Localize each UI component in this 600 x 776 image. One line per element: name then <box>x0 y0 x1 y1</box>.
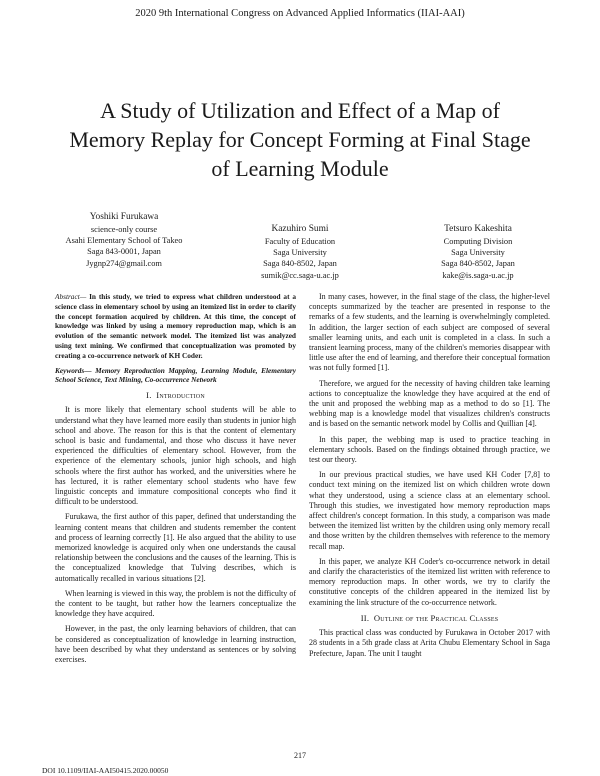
paragraph: When learning is viewed in this way, the problem is not the difficulty of the content to be taught, but rather how the learners conceptualize the knowledge they have acquired. <box>55 588 296 619</box>
paragraph: This practical class was conducted by Furukawa in October 2017 with 28 students in a 5th grade class at Arita Chubu Elementary School in Saga Prefecture, Japan. The unit I taught <box>309 628 550 658</box>
author-affiliation-line: Faculty of Education <box>264 237 336 246</box>
left-column <box>55 292 296 670</box>
doi: DOI 10.1109/IIAI-AAI50415.2020.00050 <box>42 766 169 775</box>
keywords-text: Memory Reproduction Mapping, Learning Module, Elementary School Science, Text Mining, Co-occurrence Network <box>55 365 296 385</box>
author-email: Jygnp274@gmail.com <box>86 258 162 268</box>
keywords: Keywords— Memory Reproduction Mapping, Learning Module, Elementary School Science, Text Mining, Co-occurrence Network <box>55 365 296 385</box>
paragraph: It is more likely that elementary school students will be able to understand what they have learned more easily than students in junior high school and above. The reason for this is that the content of elementary school is basic and fundamental, and those who discuss it have never experienced the difficulties of elementary school. However, from the experience of the elementary schools, junior high schools, and high schools where the first author has worked, and the universities where he has lectured, it is rather elementary school students who have few linguistic concepts and immature compositional concepts who find it difficult to be understood. <box>55 405 296 507</box>
page-number: 217 <box>294 751 306 760</box>
author-affiliation-line: Saga University <box>273 248 327 258</box>
author-block-1 <box>44 211 204 269</box>
paragraph: However, in the past, the only learning behaviors of children, that can be considered as conceptualization of knowledge in learning instruction, have been described by what they understand as sentences or by solving exercises. <box>55 624 296 665</box>
author-affiliation-line: Saga 840-8502, Japan <box>263 259 337 269</box>
section-heading-introduction: I. Introduction <box>146 390 205 401</box>
abstract: Abstract— In this study, we tried to express what children understood at a science class in elementary school by using an itemized list in order to clarify the concept formation acquired by children. At this time, the concept of knowledge was linked by using a memory reproduction map, which is an evolution of the semantic network model. The itemized list was analyzed using text mining. We confirmed that conceptualization was promoted by creating a co-occurrence network of KH Coder. <box>55 292 296 360</box>
author-affiliation-line: Saga 843-0001, Japan <box>87 247 161 257</box>
keywords-label: Keywords <box>55 365 85 375</box>
author-affiliation-line: Saga 840-8502, Japan <box>441 259 515 269</box>
author-name: Kazuhiro Sumi <box>271 224 329 234</box>
paragraph: In this paper, the webbing map is used to practice teaching in elementary schools. Based on the findings obtained through practice, we test our theory. <box>309 434 550 465</box>
author-affiliation-line: science-only course <box>90 225 158 234</box>
author-email: sumik@cc.saga-u.ac.jp <box>261 270 339 280</box>
paragraph: Therefore, we argued for the necessity of having children take learning actions to conceptualize the knowledge they have acquired at the end of the unit and proposed the webbing map as a method to do so [1]. The webbing map is a knowledge model that visualizes children's constructs and is based on the semantic network model by Collis and Quillian [4]. <box>309 378 550 429</box>
paragraph: In many cases, however, in the final stage of the class, the higher-level concepts summarized by the teacher are presented in response to the remarks of a few students, and the learning is overwhelmingly completed. In addition, the larger section of each subject are composed of several smaller learning units, and each unit is completed in a class. In such a transient learning process, many of the children's memories disappear with little use after the end of learning, and therefore their conceptual formation was not fully formed [1]. <box>309 292 550 373</box>
abstract-text: In this study, we tried to express what children understood at a science class in elementary school by using an itemized list in order to clarify the concept formation acquired by children. At this time, the concept of knowledge was linked by using a memory reproduction map, which is an evolution of the semantic network model. The itemized list was analyzed using text mining. We confirmed that conceptualization was promoted by creating a co-occurrence network of KH Coder. <box>55 292 296 360</box>
author-block-2 <box>220 223 380 281</box>
right-column <box>309 292 550 664</box>
author-affiliation-line: Saga University <box>451 248 505 258</box>
section-heading-outline: II. Outline of the Practical Classes <box>360 612 499 623</box>
conference-header: 2020 9th International Congress on Advanced Applied Informatics (IIAI-AAI) <box>135 8 465 19</box>
paragraph: In our previous practical studies, we have used KH Coder [7,8] to conduct text mining on the itemized list on which children wrote down what they understood, using a science class at an elementary school. Through this studies, we investigated how memory reproduction maps affect children's concept formation. In this study, a comparison was made between the itemized list written by the children using only memory recall and those written by the children themselves with reference to the memory recall map. <box>309 470 550 551</box>
author-name: Yoshiki Furukawa <box>89 212 159 222</box>
paper-title: A Study of Utilization and Effect of a Map of Memory Replay for Concept Forming at Final Stage of Learning Module <box>69 98 531 181</box>
paragraph: In this paper, we analyze KH Coder's co-occurrence network in detail and clarify the characteristics of the itemized list written with reference to memory reproduction maps. In other words, we try to clarify the constitutive concepts of the children appeared in the itemized list by examining the link structure of the co-occurrence network. <box>309 556 550 607</box>
author-email: kake@is.saga-u.ac.jp <box>442 270 514 280</box>
author-affiliation-line: Computing Division <box>443 237 513 246</box>
abstract-label: Abstract <box>55 292 80 301</box>
paragraph: Furukawa, the first author of this paper, defined that understanding the learning content means that children and students remember the content and process of learning correctly [1]. He also argued that the ability to use memorized knowledge is acquired only when one understands the causal relationship between the conclusions and the causes of the learning. This is the conceptualized knowledge that Tulving describes, which is automatically recalled in various situations [2]. <box>55 512 296 583</box>
author-name: Tetsuro Kakeshita <box>444 224 512 234</box>
author-block-3 <box>398 223 558 281</box>
author-affiliation-line: Asahi Elementary School of Takeo <box>65 236 183 246</box>
